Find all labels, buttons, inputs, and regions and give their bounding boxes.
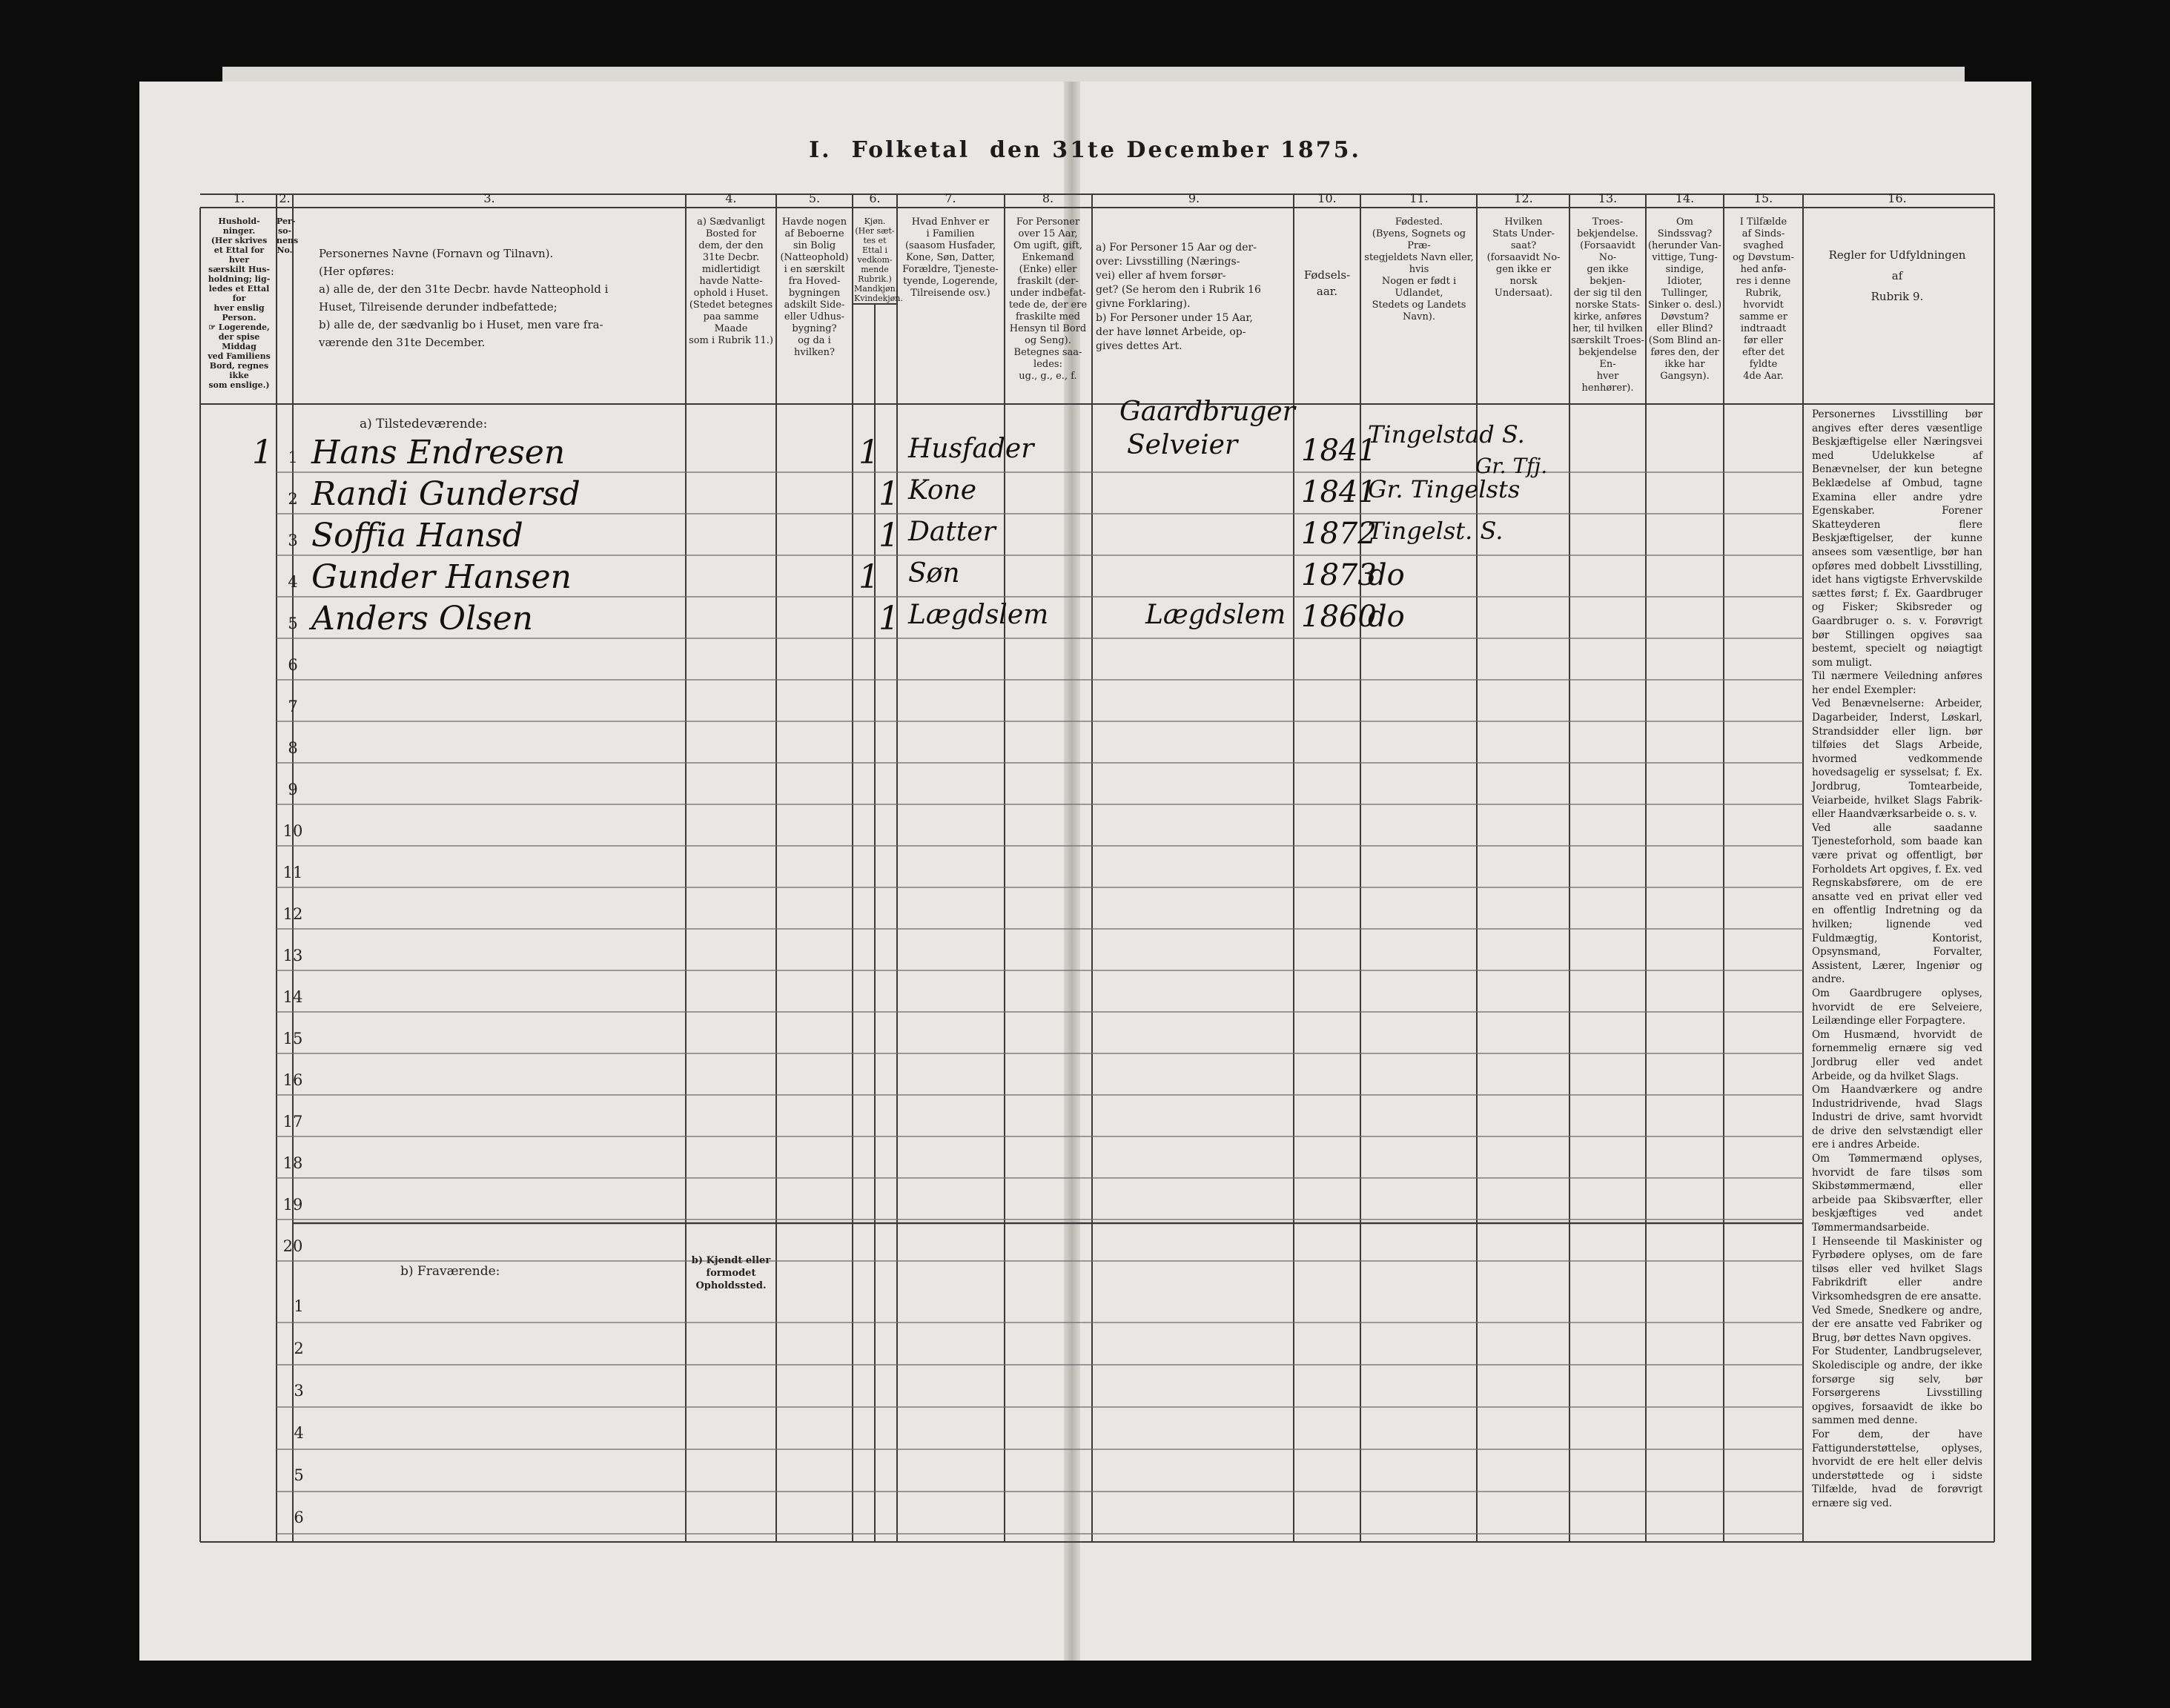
column-number: 11.	[1409, 191, 1429, 205]
column-header: I Tilfælde af Sinds- svaghed og Døvstum- hed anfø- res i denne Rubrik, hvorvidt samme er indtraadt før eller efter det fyldte 4de Aar.	[1733, 216, 1794, 382]
person-name: Soffia Hansd	[311, 517, 523, 555]
row-number: 2	[294, 1340, 304, 1357]
column-header: Hushold- ninger. (Her skrives et Ettal for hver særskilt Hus- holdning; lig- ledes et Ettal for hver enslig Person. ☞ Logerende, der spise Middag ved Familiens Bord, regnes ikke som enslige.)	[208, 216, 271, 390]
person-name: Randi Gundersd	[311, 475, 580, 513]
rules-paragraph: Om Tømmermænd oplyses, hvorvidt de fare tilsøs som Skibstømmermænd, eller arbeide paa Skibsværfter, eller beskjæftiges ved andet Tømmermandsarbeide.	[1812, 1153, 1982, 1234]
birth-year: 1872	[1301, 517, 1377, 551]
row-number: 4	[288, 573, 298, 591]
birth-year: 1860	[1301, 600, 1377, 634]
form-title: I. Folketal den 31te December 1875.	[809, 137, 1361, 163]
column-number: 10.	[1317, 191, 1337, 205]
birthplace-row1-line2: Gr. Tfj.	[1475, 454, 1548, 478]
row-number: 9	[288, 781, 298, 798]
column-number: 12.	[1514, 191, 1533, 205]
person-name: Hans Endresen	[311, 434, 566, 471]
rules-paragraph: For Studenter, Landbrugselever, Skoledisciple og andre, der ikke forsørge sig selv, bør Forsørgerens Livsstilling opgives, forsaavidt de ikke bo sammen med denne.	[1812, 1345, 1982, 1427]
family-role: Datter	[908, 517, 996, 547]
row-number: 5	[288, 615, 298, 632]
column-number: 9.	[1188, 191, 1200, 205]
person-name: Gunder Hansen	[311, 558, 572, 596]
column-number: 5.	[808, 191, 821, 205]
birth-year: 1841	[1301, 475, 1377, 509]
birthplace: Tingelst. S.	[1368, 517, 1504, 545]
column-number: 14.	[1675, 191, 1695, 205]
row-number: 8	[288, 739, 298, 757]
birthplace: Tingelstad S.	[1368, 420, 1525, 448]
female-mark: 1	[879, 600, 899, 638]
section-absent-label: b) Fraværende:	[400, 1264, 500, 1279]
row-number: 6	[294, 1509, 304, 1526]
rules-rubrik-9	[1812, 408, 1982, 1511]
birthplace: do	[1368, 558, 1405, 592]
column-number: 1.	[233, 191, 245, 205]
row-number: 1	[294, 1297, 304, 1315]
birth-year: 1873	[1301, 558, 1377, 592]
rules-paragraph: Personernes Livsstilling bør angives efter deres væsentlige Beskjæftigelse eller Næringsvei med Udelukkelse af Benævnelser, der kun betegne Beklædelse af Ombud, tagne Examina eller andre ydre Egenskaber. Forener Skatteyderen flere Beskjæftigelser, der kunne ansees som væsentlige, bør han opføres med dobbelt Livsstilling, idet hans vigtigste Erhvervskilde sættes først; f. Ex. Gaardbruger og Fisker; Skibsreder og Gaardbruger o. s. v. Forøvrigt bør Stillingen opgives saa bestemt, specielt og nøiagtigt som muligt.	[1812, 408, 1982, 669]
birthplace: Gr. Tingelsts	[1368, 475, 1521, 503]
row-number: 12	[282, 905, 303, 923]
column-header: Per- so- nens No.	[277, 216, 299, 255]
column-header: Fødested. (Byens, Sognets og Præ- stegjeldets Navn eller, hvis Nogen er født i Udlandet, Stedets og Landets Navn).	[1364, 216, 1474, 322]
rules-paragraph: Om Haandværkere og andre Industridrivende, hvad Slags Industri de drive, samt hvorvidt de drive den selvstændigt eller ere i andres Arbeide.	[1812, 1084, 1982, 1151]
person-name: Anders Olsen	[311, 600, 534, 638]
column-number: 6.	[869, 191, 881, 205]
female-mark: 1	[879, 475, 899, 513]
column-number: 2.	[279, 191, 291, 205]
occupation: Lægdslem	[1145, 600, 1286, 630]
row-number: 7	[288, 698, 298, 715]
column-header: Kjøn. (Her sæt- tes et Ettal i vedkom- mende Rubrik.) Mandkjøn. Kvindekjøn.	[854, 216, 903, 303]
column-number: 8.	[1042, 191, 1054, 205]
column-number: 3.	[483, 191, 495, 205]
column-header: Fødsels- aar.	[1303, 268, 1351, 298]
row-number: 3	[288, 532, 298, 549]
column-number: 4.	[725, 191, 737, 205]
row-number: 1	[288, 448, 298, 466]
absent-location-note: b) Kjendt eller formodet Opholdssted.	[691, 1255, 771, 1291]
rules-paragraph: Om Gaardbrugere oplyses, hvorvidt de ere Selveiere, Leilændinge eller Forpagtere.	[1812, 987, 1982, 1027]
row-number: 16	[282, 1071, 303, 1089]
row-number: 10	[282, 822, 303, 840]
row-number: 5	[294, 1466, 304, 1484]
rules-paragraph: Om Husmænd, hvorvidt de fornemmelig ernære sig ved Jordbrug eller ved andet Arbeide, og da hvilket Slags.	[1812, 1028, 1982, 1082]
column-header: Hvilken Stats Under- saat? (forsaavidt No- gen ikke er norsk Undersaat).	[1486, 216, 1561, 299]
column-header: a) For Personer 15 Aar og der- over: Livsstilling (Nærings- vei) eller af hvem forsør- get? (Se herom den i Rubrik 16 givne Forklaring). b) For Personer under 15 Aar, der have lønnet Arbeide, op- gives dettes Art.	[1096, 242, 1261, 352]
family-role: Lægdslem	[908, 600, 1049, 630]
row-number: 4	[294, 1424, 304, 1442]
column-header: Hvad Enhver er i Familien (saasom Husfader, Kone, Søn, Datter, Forældre, Tjeneste- tyende, Logerende, Tilreisende osv.)	[902, 216, 999, 299]
family-role: Søn	[908, 558, 960, 589]
row-number: 19	[282, 1196, 303, 1214]
male-mark: 1	[859, 558, 879, 596]
rules-paragraph: Ved alle saadanne Tjenesteforhold, som baade kan være privat og offentligt, bør Forholdets Art opgives, f. Ex. ved Regnskabsførere, om de ere ansatte ved en privat eller ved en offentlig Indretning og da hvilken; lignende ved Fuldmægtig, Kontorist, Opsynsmand, Forvalter, Assistent, Lærer, Ingeniør og andre.	[1812, 821, 1982, 986]
row-number: 17	[282, 1113, 303, 1131]
family-role: Kone	[908, 475, 977, 506]
row-number: 13	[282, 947, 303, 964]
row-number: 6	[288, 656, 298, 674]
rules-paragraph: For dem, der have Fattigunderstøttelse, oplyses, hvorvidt de ere helt eller delvis understøttede og i sidste Tilfælde, hvad de forøvrigt ernære sig ved.	[1812, 1428, 1982, 1509]
row-number: 2	[288, 490, 298, 508]
column-header: For Personer over 15 Aar, Om ugift, gift, Enkemand (Enke) eller fraskilt (der- under indbefat- tede de, der ere fraskilte med Hensyn til Bord og Seng). Betegnes saa- ledes: ug., g., e., f.	[1008, 216, 1088, 382]
occupation: Selveier	[1127, 430, 1238, 460]
column-header: Havde nogen af Beboerne sin Bolig (Natteophold) i en særskilt fra Hoved- bygningen adskilt Side- eller Udhus- bygning? og da i hvilken?	[780, 216, 849, 358]
female-mark: 1	[879, 517, 899, 555]
row-number: 15	[282, 1030, 303, 1047]
rules-paragraph: I Henseende til Maskinister og Fyrbødere oplyses, om de fare tilsøs eller ved hvilket Slags Fabrikdrift eller andre Virksomhedsgren de ere ansatte.	[1812, 1235, 1982, 1302]
row-number: 11	[282, 864, 303, 881]
column-number: 13.	[1598, 191, 1618, 205]
birth-year: 1841	[1301, 434, 1377, 468]
column-number: 16.	[1888, 191, 1907, 205]
male-mark: 1	[859, 434, 879, 471]
column-header: Regler for Udfyldningen af Rubrik 9.	[1828, 248, 1966, 303]
family-role: Husfader	[908, 434, 1034, 464]
column-header: Personernes Navne (Fornavn og Tilnavn). (Her opføres: a) alle de, der den 31te Decbr. havde Natteophold i Huset, Tilreisende derunder indbefattede; b) alle de, der sædvanlig bo i Huset, men vare fra- værende den 31te December.	[319, 247, 609, 349]
row-number: 3	[294, 1382, 304, 1400]
column-number: 7.	[945, 191, 956, 205]
row-number: 14	[282, 988, 303, 1006]
section-present-label: a) Tilstedeværende:	[360, 417, 488, 431]
row-number: 18	[282, 1154, 303, 1172]
column-header: Om Sindssvag? (herunder Van- vittige, Tung- sindige, Idioter, Tullinger, Sinker o. desl.) Døvstum? eller Blind? (Som Blind an- føres den, der ikke har Gangsyn).	[1647, 216, 1722, 382]
birthplace: do	[1368, 600, 1405, 634]
column-header: a) Sædvanligt Bosted for dem, der den 31te Decbr. midlertidigt havde Natte- ophold i Huset. (Stedet betegnes paa samme Maade som i Rubrik 11.)	[689, 216, 773, 346]
rules-paragraph: Ved Benævnelserne: Arbeider, Dagarbeider, Inderst, Løskarl, Strandsidder eller lign. bør tilføies det Slags Arbeide, hvormed vedkommende hovedsagelig er sysselsat; f. Ex. Jordbrug, Tomtearbeide, Veiarbeide, hvilket Slags Fabrik- eller Haandværksarbeide o. s. v.	[1812, 698, 1982, 821]
occupation: Gaardbruger	[1119, 397, 1295, 427]
column-header: Troes- bekjendelse. (Forsaavidt No- gen ikke bekjen- der sig til den norske Stats- kirke, anføres her, til hvilken særskilt Troes- bekjendelse En- hver henhører).	[1571, 216, 1644, 394]
row-number: 20	[282, 1237, 303, 1255]
rules-paragraph: Ved Smede, Snedkere og andre, der ere ansatte ved Fabriker og Brug, bør dettes Navn opgives.	[1812, 1304, 1982, 1344]
rules-paragraph: Til nærmere Veiledning anføres her endel Exempler:	[1812, 670, 1982, 696]
column-number: 15.	[1753, 191, 1773, 205]
household-mark: 1	[252, 434, 273, 471]
